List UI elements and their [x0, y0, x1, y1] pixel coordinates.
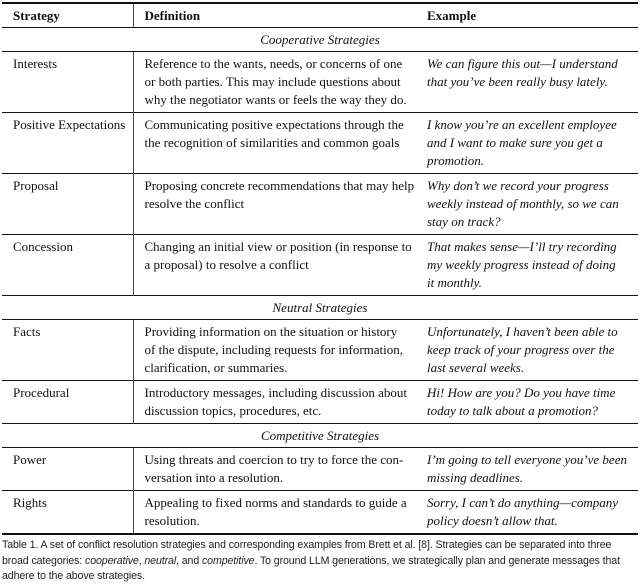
header-row [2, 3, 638, 28]
definition-line: resolution. [144, 513, 200, 528]
definition-line: Introductory messages, including discussion about [144, 385, 407, 400]
paper-table-figure [0, 2, 640, 585]
example-line: Sorry, I can’t do anything—company [427, 495, 619, 510]
example-cell [425, 113, 638, 174]
example-line: policy doesn’t allow that. [427, 513, 558, 528]
definition-cell [133, 381, 425, 424]
strategy-cell: Procedural [2, 381, 133, 424]
example-cell [425, 235, 638, 296]
example-line: it monthly. [427, 275, 482, 290]
definition-line: Communicating positive expectations through the [144, 117, 404, 132]
definition-cell [133, 113, 425, 174]
example-line: Hi! How are you? Do you have time [427, 385, 616, 400]
example-line: weekly instead of monthly, so we can [427, 196, 619, 211]
example-line: today to talk about a promotion? [427, 403, 599, 418]
definition-line: or both parties. This may include questions about [144, 74, 401, 89]
example-line: stay on track? [427, 214, 501, 229]
table-row [2, 113, 638, 174]
caption-line: adhere to the above strategies. [2, 570, 145, 582]
section-header-row [2, 424, 638, 448]
table-row [2, 52, 638, 113]
table-body [2, 28, 638, 535]
section-title: Neutral Strategies [2, 296, 638, 320]
example-cell [425, 52, 638, 113]
definition-line: Proposing concrete recommendations that may help [144, 178, 415, 193]
section-title: Cooperative Strategies [2, 28, 638, 52]
strategies-table [2, 2, 638, 535]
strategy-cell: Power [2, 448, 133, 491]
table-row [2, 235, 638, 296]
definition-line: versation into a resolution. [144, 470, 284, 485]
strategy-cell: Interests [2, 52, 133, 113]
example-cell [425, 320, 638, 381]
example-line: that you’ve been really busy lately. [427, 74, 608, 89]
table-row [2, 381, 638, 424]
strategy-cell: Positive Expectations [2, 113, 133, 174]
definition-cell [133, 174, 425, 235]
strategy-cell: Facts [2, 320, 133, 381]
definition-cell [133, 52, 425, 113]
example-cell [425, 491, 638, 535]
definition-line: Reference to the wants, needs, or concerns of one [144, 56, 403, 71]
definition-line: Appealing to fixed norms and standards to guide a [144, 495, 407, 510]
definition-line: a proposal) to resolve a conflict [144, 257, 309, 272]
definition-line: Providing information on the situation or history [144, 324, 398, 339]
table-row [2, 320, 638, 381]
example-cell [425, 381, 638, 424]
header-strategy: Strategy [2, 3, 133, 28]
definition-line: the recognition of similarities and common goals [144, 135, 400, 150]
example-cell [425, 174, 638, 235]
example-line: Why don’t we record your progress [427, 178, 609, 193]
strategy-cell: Rights [2, 491, 133, 535]
header-example: Example [427, 8, 477, 23]
definition-cell [133, 491, 425, 535]
header-definition: Definition [144, 8, 201, 23]
table-caption [2, 538, 638, 585]
example-line: and I want to make sure you get a [427, 135, 603, 150]
definition-line: resolve the conflict [144, 196, 245, 211]
caption-line: broad categories: cooperative, neutral, and competitive. To ground LLM generations, we strategically plan and generate messages that [2, 554, 620, 567]
definition-cell [133, 448, 425, 491]
table-row [2, 448, 638, 491]
example-line: last several weeks. [427, 360, 525, 375]
caption-line: Table 1. A set of conflict resolution strategies and corresponding examples from Brett et al. [8]. Strategies can be separated into three [2, 539, 612, 551]
example-line: That makes sense—I’ll try recording [427, 239, 617, 254]
definition-cell [133, 320, 425, 381]
example-line: my weekly progress instead of doing [427, 257, 616, 272]
definition-line: clarification, or summaries. [144, 360, 288, 375]
section-header-row [2, 296, 638, 320]
example-line: missing deadlines. [427, 470, 524, 485]
table-row [2, 491, 638, 535]
example-cell [425, 448, 638, 491]
example-line: keep track of your progress over the [427, 342, 615, 357]
definition-line: of the dispute, including requests for information, [144, 342, 404, 357]
definition-line: Using threats and coercion to try to force the con- [144, 452, 404, 467]
section-title: Competitive Strategies [2, 424, 638, 448]
table-row [2, 174, 638, 235]
definition-line: discussion topics, procedures, etc. [144, 403, 322, 418]
strategy-cell: Proposal [2, 174, 133, 235]
definition-line: Changing an initial view or position (in response to [144, 239, 412, 254]
example-line: promotion. [427, 153, 484, 168]
example-line: Unfortunately, I haven’t been able to [427, 324, 618, 339]
example-line: I’m going to tell everyone you’ve been [427, 452, 627, 467]
example-line: We can figure this out—I understand [427, 56, 618, 71]
strategy-cell: Concession [2, 235, 133, 296]
definition-line: why the negotiator wants or feels the way they do. [144, 92, 407, 107]
example-line: I know you’re an excellent employee [427, 117, 617, 132]
definition-cell [133, 235, 425, 296]
section-header-row [2, 28, 638, 52]
